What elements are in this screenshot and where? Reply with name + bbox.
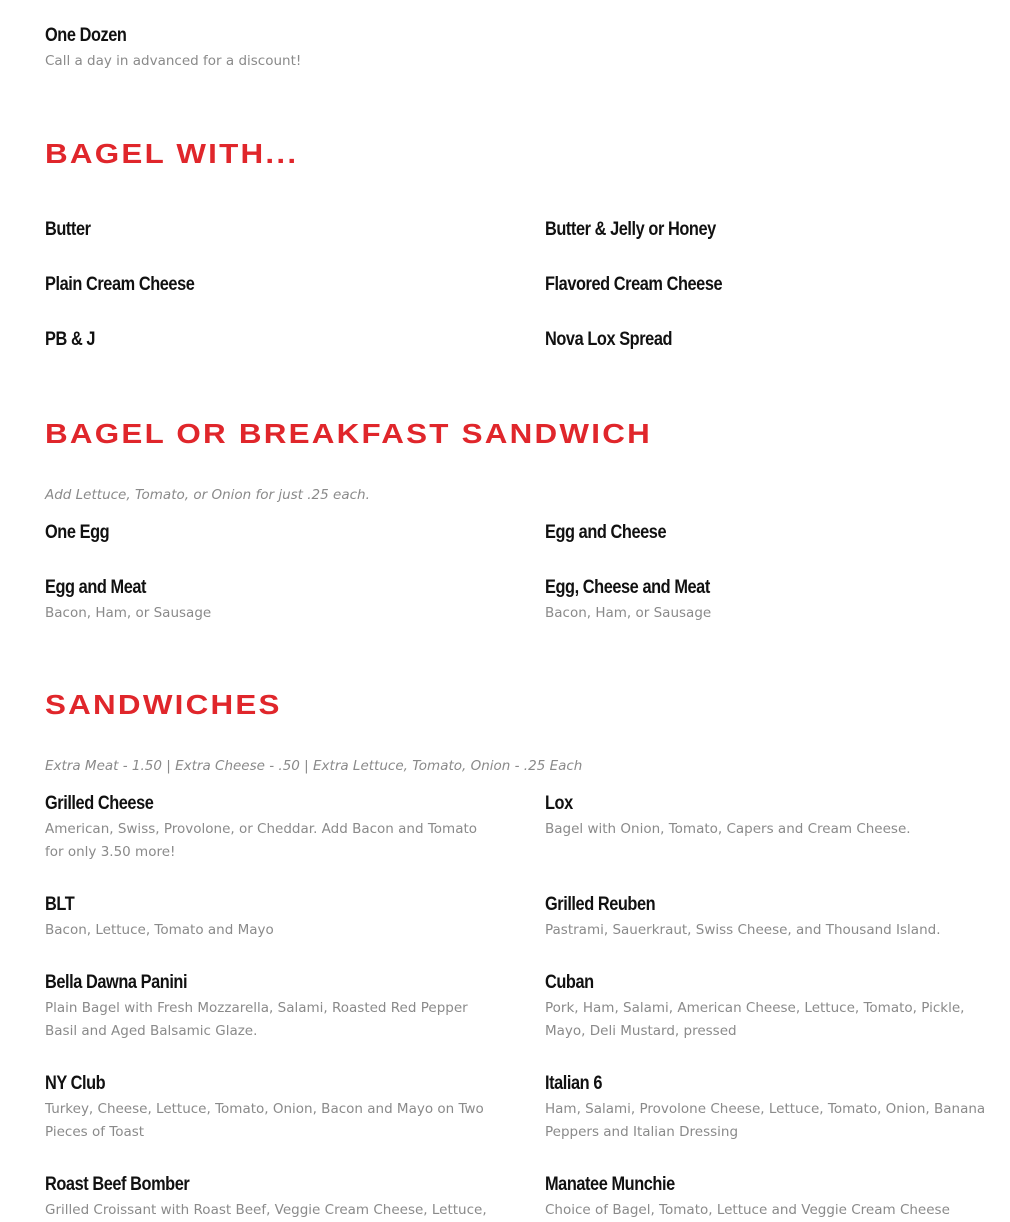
item-desc: American, Swiss, Provolone, or Cheddar. Add Bacon and Tomato for only 3.50 more! <box>45 821 478 860</box>
menu-item <box>545 971 995 1043</box>
menu-item <box>545 792 995 841</box>
item-name: Egg, Cheese and Meat <box>545 577 710 598</box>
item-name: Egg and Meat <box>45 577 147 598</box>
item-name: One Dozen <box>45 25 127 46</box>
section-note-sandwiches: Extra Meat - 1.50 | Extra Cheese - .50 | Extra Lettuce, Tomato, Onion - .25 Each <box>45 758 583 774</box>
section-note-breakfast: Add Lettuce, Tomato, or Onion for just .25 each. <box>45 487 370 503</box>
item-desc: Plain Bagel with Fresh Mozzarella, Salami, Roasted Red Pepper Basil and Aged Balsamic Glaze. <box>45 1000 468 1039</box>
bagel-with-list <box>45 218 995 352</box>
item-name: Nova Lox Spread <box>545 329 673 350</box>
item-desc: Bacon, Ham, or Sausage <box>545 605 712 621</box>
item-desc: Bagel with Onion, Tomato, Capers and Cream Cheese. <box>545 821 911 837</box>
menu-item-one-dozen <box>45 24 301 73</box>
item-name: Italian 6 <box>545 1073 602 1094</box>
menu-item <box>545 218 995 242</box>
menu-item <box>545 1173 995 1222</box>
item-name: Cuban <box>545 972 594 993</box>
menu-item <box>45 1173 495 1222</box>
menu-item <box>45 521 545 545</box>
item-desc: Bacon, Lettuce, Tomato and Mayo <box>45 922 274 938</box>
item-desc: Grilled Croissant with Roast Beef, Veggie Cream Cheese, Lettuce, <box>45 1202 487 1218</box>
item-name: NY Club <box>45 1073 106 1094</box>
item-name: BLT <box>45 894 75 915</box>
menu-item <box>545 521 995 545</box>
item-name: PB & J <box>45 329 96 350</box>
item-name: Egg and Cheese <box>545 522 667 543</box>
menu-item <box>45 576 545 625</box>
item-name: One Egg <box>45 522 110 543</box>
menu-item <box>45 273 545 297</box>
item-name: Grilled Reuben <box>545 894 656 915</box>
item-desc: Choice of Bagel, Tomato, Lettuce and Veggie Cream Cheese <box>545 1202 950 1218</box>
menu-item <box>45 971 495 1043</box>
item-desc: Pork, Ham, Salami, American Cheese, Lettuce, Tomato, Pickle, Mayo, Deli Mustard, pressed <box>545 1000 965 1039</box>
item-desc: Ham, Salami, Provolone Cheese, Lettuce, Tomato, Onion, Banana Peppers and Italian Dressing <box>545 1101 986 1140</box>
section-title-breakfast: BAGEL OR BREAKFAST SANDWICH <box>45 418 652 449</box>
breakfast-list <box>45 521 995 625</box>
menu-item <box>545 1072 995 1144</box>
item-name: Butter & Jelly or Honey <box>545 219 716 240</box>
item-desc: Bacon, Ham, or Sausage <box>45 605 212 621</box>
menu-item <box>545 273 995 297</box>
item-name: Plain Cream Cheese <box>45 274 195 295</box>
menu-item <box>45 792 495 864</box>
item-name: Roast Beef Bomber <box>45 1174 190 1195</box>
menu-item <box>45 893 495 942</box>
item-desc: Pastrami, Sauerkraut, Swiss Cheese, and Thousand Island. <box>545 922 941 938</box>
menu-item <box>45 218 545 242</box>
menu-item <box>45 1072 495 1144</box>
section-title-sandwiches: SANDWICHES <box>45 689 282 720</box>
section-title-bagel-with: BAGEL WITH... <box>45 138 299 169</box>
menu-item <box>545 576 995 625</box>
item-desc: Call a day in advanced for a discount! <box>45 53 302 69</box>
item-desc: Turkey, Cheese, Lettuce, Tomato, Onion, Bacon and Mayo on Two Pieces of Toast <box>45 1101 484 1140</box>
menu-item <box>545 328 995 352</box>
item-name: Grilled Cheese <box>45 793 154 814</box>
menu-item <box>45 328 545 352</box>
item-name: Butter <box>45 219 91 240</box>
item-name: Manatee Munchie <box>545 1174 675 1195</box>
item-name: Flavored Cream Cheese <box>545 274 723 295</box>
item-name: Lox <box>545 793 573 814</box>
menu-item <box>545 893 995 942</box>
item-name: Bella Dawna Panini <box>45 972 188 993</box>
